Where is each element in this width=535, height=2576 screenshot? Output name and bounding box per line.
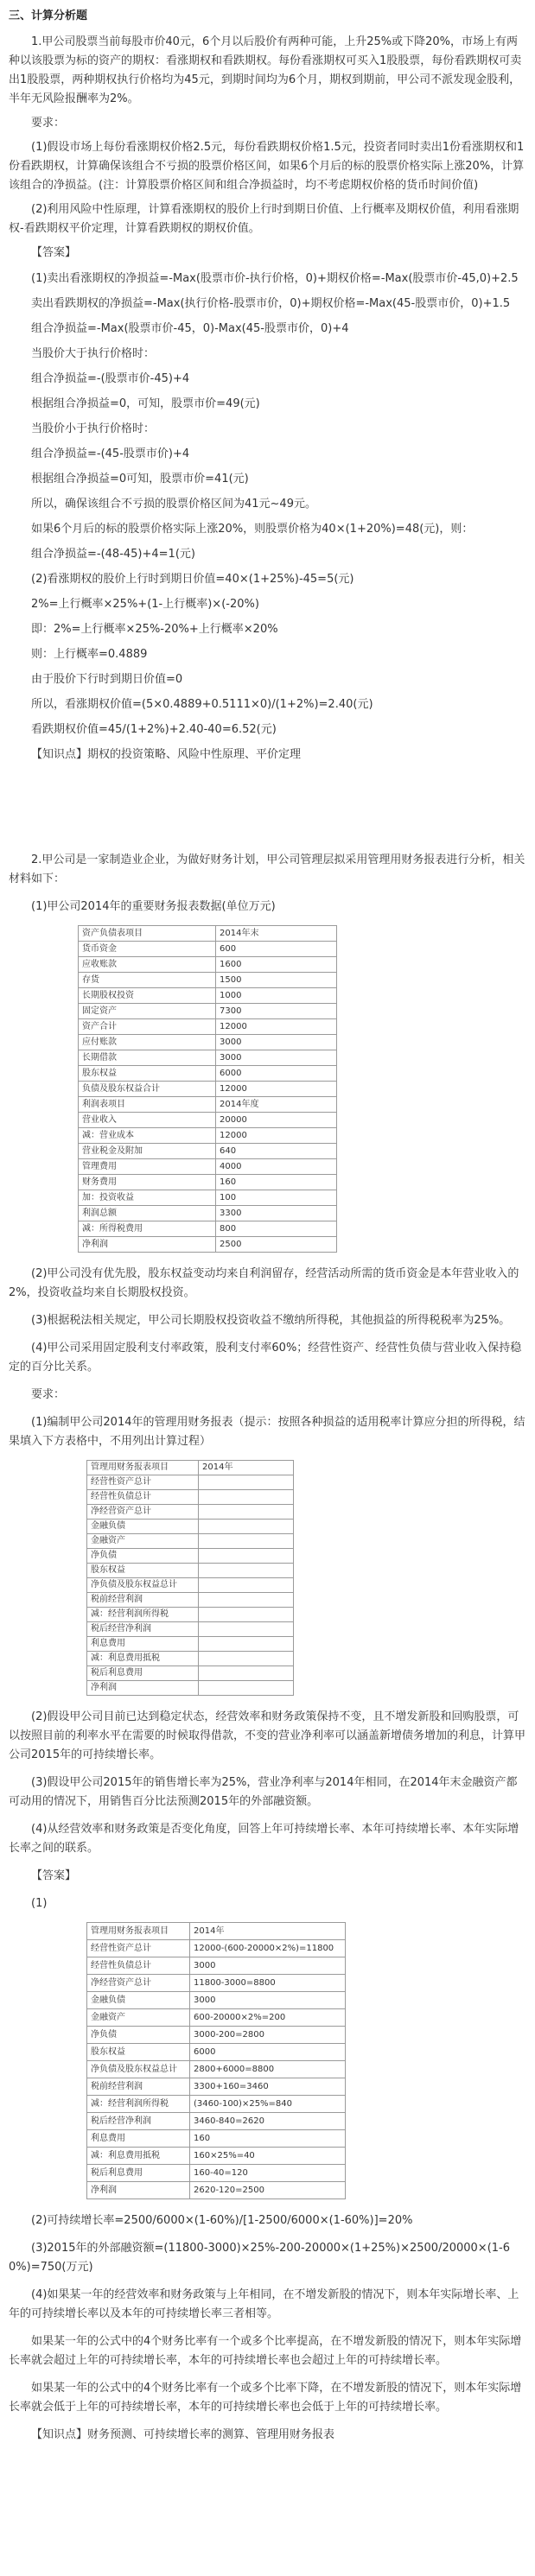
item-cell: 长期借款 xyxy=(79,1050,216,1066)
value-cell: 3000 xyxy=(216,1050,337,1066)
item-cell: 负债及股东权益合计 xyxy=(79,1082,216,1097)
table-row xyxy=(87,2009,346,2027)
table-row xyxy=(87,2027,346,2044)
value-cell: 12000-(600-20000×2%)=11800 xyxy=(190,1940,346,1957)
question-stem: 1.甲公司股票当前每股市价40元，6个月以后股价有两种可能，上升25%或下降20%，市场上有两种以该股票为标的资产的期权：看涨期权和看跌期权。每份看涨期权可买入1股股票，每份看跌期权可卖出1股股票，两种期权执行价格均为45元，到期时间均为6个月，期权到期前，甲公司不派发现金股利，半年无风险报酬率为2%。 xyxy=(9,35,522,105)
answer-block xyxy=(9,270,526,765)
answer-line: 由于股价下行时到期日价值=0 xyxy=(31,673,183,686)
item-cell: 资产负债表项目 xyxy=(79,926,216,942)
table-row xyxy=(87,1957,346,1975)
item-cell: 减：营业成本 xyxy=(79,1128,216,1144)
value-cell: 1500 xyxy=(216,973,337,988)
value-cell xyxy=(199,1593,294,1608)
item-cell: 管理费用 xyxy=(79,1159,216,1175)
item-cell: 利息费用 xyxy=(87,1637,199,1652)
answer-line: (2)可持续增长率=2500/6000×(1-60%)/[1-2500/6000×(1-60%)]=20% xyxy=(31,2214,413,2227)
item-cell: 金融资产 xyxy=(87,1534,199,1549)
value-cell: 3000-200=2800 xyxy=(190,2027,346,2044)
item-cell: 税后利息费用 xyxy=(87,2165,190,2182)
value-cell xyxy=(199,1666,294,1681)
item-cell: 长期股权投资 xyxy=(79,988,216,1004)
table-row xyxy=(87,2165,346,2182)
requirement-item: (1)假设市场上每份看涨期权价格2.5元，每份看跌期权价格1.5元，投资者同时卖出1份看涨期权和1份看跌期权，计算确保该组合不亏损的股票价格区间，如果6个月后的标的股票价格实际上涨20%，计算该组合的净损益。(注：计算股票价格区间和组合净损益时，均不考虑期权价格的货币时间价值) xyxy=(9,141,525,192)
answer-line: 组合净损益=-(股票市价-45)+4 xyxy=(31,372,190,385)
item-cell: 营业税金及附加 xyxy=(79,1144,216,1159)
table-row xyxy=(87,1490,294,1505)
table-row xyxy=(87,2182,346,2199)
answer-line: (3)2015年的外部融资额=(11800-3000)×25%-200-20000×(1+25%)×2500/20000×(1-60%)=750(万元) xyxy=(9,2242,511,2274)
requirements-label: 要求： xyxy=(31,1388,66,1401)
knowledge-point: 【知识点】财务预测、可持续增长率的测算、管理用财务报表 xyxy=(31,2428,335,2441)
answer-label: 【答案】 xyxy=(31,1869,77,1882)
answer-line: (1)卖出看涨期权的净损益=-Max(股票市价-执行价格，0)+期权价格=-Max(股票市价-45,0)+2.5 xyxy=(31,272,519,285)
item-cell: 经营性负债总计 xyxy=(87,1490,199,1505)
value-cell xyxy=(199,1652,294,1666)
answer-line: 2%=上行概率×25%+(1-上行概率)×(-20%) xyxy=(31,598,259,611)
table-row xyxy=(79,1144,337,1159)
requirements-label: 要求： xyxy=(31,117,66,130)
item-cell: 股东权益 xyxy=(79,1066,216,1082)
table-row xyxy=(79,1113,337,1128)
table-row xyxy=(79,1190,337,1206)
table-row xyxy=(87,1608,294,1622)
table-row xyxy=(87,1534,294,1549)
table-row xyxy=(87,2148,346,2165)
value-cell xyxy=(199,1475,294,1490)
table-row xyxy=(79,942,337,957)
item-cell: 净负债及股东权益总计 xyxy=(87,1578,199,1593)
value-cell xyxy=(199,1681,294,1696)
answer-line: 如果某一年的公式中的4个财务比率有一个或多个比率提高，在不增发新股的情况下，则本年实际增长率就会超过上年的可持续增长率，本年的可持续增长率也会超过上年的可持续增长率。 xyxy=(9,2335,522,2367)
answer-line: 组合净损益=-(45-股票市价)+4 xyxy=(31,447,190,460)
item-cell: 税前经营利润 xyxy=(87,1593,199,1608)
table-row xyxy=(79,1019,337,1035)
item-cell: 股东权益 xyxy=(87,1564,199,1578)
value-cell xyxy=(199,1549,294,1564)
value-cell: 11800-3000=8800 xyxy=(190,1975,346,1992)
table-row xyxy=(87,1622,294,1637)
management-statement-template-table xyxy=(86,1460,294,1696)
table-row xyxy=(79,1128,337,1144)
value-cell: 3000 xyxy=(216,1035,337,1050)
value-cell: 12000 xyxy=(216,1082,337,1097)
value-cell: 4000 xyxy=(216,1159,337,1175)
table-row xyxy=(79,988,337,1004)
value-cell: 160 xyxy=(216,1175,337,1190)
table-header-row xyxy=(87,1461,294,1475)
value-cell: 100 xyxy=(216,1190,337,1206)
item-cell: 利息费用 xyxy=(87,2130,190,2148)
answer-line: 所以，看涨期权价值=(5×0.4889+0.5111×0)/(1+2%)=2.40(元) xyxy=(31,698,373,711)
table-row xyxy=(79,1066,337,1082)
table-row xyxy=(87,1681,294,1696)
financial-data-table-body xyxy=(79,926,337,1253)
value-cell xyxy=(199,1637,294,1652)
value-cell: 160-40=120 xyxy=(190,2165,346,2182)
answer-label: 【答案】 xyxy=(31,246,77,259)
answer-table-body xyxy=(87,1923,346,2199)
table-row xyxy=(87,1992,346,2009)
answer-line: 组合净损益=-(48-45)+4=1(元) xyxy=(31,548,195,561)
answer-line: 根据组合净损益=0，可知，股票市价=49(元) xyxy=(31,397,260,410)
question-1 xyxy=(9,33,526,765)
item-cell: 税后经营净利润 xyxy=(87,2113,190,2130)
value-cell: 12000 xyxy=(216,1128,337,1144)
value-cell xyxy=(199,1490,294,1505)
value-cell: 12000 xyxy=(216,1019,337,1035)
value-cell: 2014年末 xyxy=(216,926,337,942)
item-cell: 税前经营利润 xyxy=(87,2078,190,2096)
item-cell: 减：经营利润所得税 xyxy=(87,2096,190,2113)
item-cell: 净利润 xyxy=(87,2182,190,2199)
value-cell: 600 xyxy=(216,942,337,957)
item-cell: 净利润 xyxy=(79,1237,216,1253)
item-cell: 减：利息费用抵税 xyxy=(87,2148,190,2165)
item-cell: 经营性资产总计 xyxy=(87,1940,190,1957)
answer-block xyxy=(9,1894,526,2445)
value-cell: 2620-120=2500 xyxy=(190,2182,346,2199)
value-cell: (3460-100)×25%=840 xyxy=(190,2096,346,2113)
answer-line: 则：上行概率=0.4889 xyxy=(31,648,148,661)
item-cell: 营业收入 xyxy=(79,1113,216,1128)
answer-line: (4)如果某一年的经营效率和财务政策与上年相同，在不增发新股的情况下，则本年实际增长率、上年的可持续增长率以及本年的可持续增长率三者相等。 xyxy=(9,2288,519,2320)
value-cell: 2500 xyxy=(216,1237,337,1253)
answer-line: 看跌期权价值=45/(1+2%)+2.40-40=6.52(元) xyxy=(31,723,277,736)
value-cell: 7300 xyxy=(216,1004,337,1019)
value-cell: 3000 xyxy=(190,1992,346,2009)
table-row xyxy=(87,2044,346,2061)
item-cell: 净利润 xyxy=(87,1681,199,1696)
value-cell: 1000 xyxy=(216,988,337,1004)
item-cell: 减：经营利润所得税 xyxy=(87,1608,199,1622)
item-cell: 管理用财务报表项目 xyxy=(87,1461,199,1475)
value-cell: 2014年 xyxy=(199,1461,294,1475)
requirement-item: (1)编制甲公司2014年的管理用财务报表（提示：按照各种损益的适用税率计算应分担的所得税，结果填入下方表格中，不用列出计算过程） xyxy=(9,1416,525,1448)
item-cell: 资产合计 xyxy=(79,1019,216,1035)
item-cell: 经营性资产总计 xyxy=(87,1475,199,1490)
answer-line: 即：2%=上行概率×25%-20%+上行概率×20% xyxy=(31,623,278,636)
table-row xyxy=(79,1050,337,1066)
question-2 xyxy=(9,851,526,2445)
requirement-item: (2)利用风险中性原理，计算看涨期权的股价上行时到期日价值、上行概率及期权价值，利用看涨期权-看跌期权平价定理，计算看跌期权的期权价值。 xyxy=(9,203,519,235)
item-cell: 净经营资产总计 xyxy=(87,1505,199,1520)
table-row xyxy=(79,1004,337,1019)
item-cell: 金融资产 xyxy=(87,2009,190,2027)
table-row xyxy=(79,1159,337,1175)
value-cell: 2800+6000=8800 xyxy=(190,2061,346,2078)
value-cell: 800 xyxy=(216,1221,337,1237)
table-row xyxy=(87,1520,294,1534)
table-row xyxy=(79,1082,337,1097)
table-row xyxy=(79,1206,337,1221)
knowledge-point: 【知识点】期权的投资策略、风险中性原理、平价定理 xyxy=(31,748,302,761)
table-row xyxy=(87,1549,294,1564)
value-cell xyxy=(199,1608,294,1622)
value-cell: 640 xyxy=(216,1144,337,1159)
value-cell: 2014年度 xyxy=(216,1097,337,1113)
financial-data-table xyxy=(78,925,337,1253)
item-cell: 金融负债 xyxy=(87,1992,190,2009)
table-header-row xyxy=(87,1923,346,1940)
table-row xyxy=(87,1940,346,1957)
template-table-body xyxy=(87,1461,294,1696)
table-row xyxy=(79,1221,337,1237)
item-cell: 税后利息费用 xyxy=(87,1666,199,1681)
answer-line: (2)看涨期权的股价上行时到期日价值=40×(1+25%)-45=5(元) xyxy=(31,573,354,586)
table-row xyxy=(87,1652,294,1666)
value-cell xyxy=(199,1622,294,1637)
table-row xyxy=(87,1475,294,1490)
item-cell: 应付账款 xyxy=(79,1035,216,1050)
table-row xyxy=(79,1035,337,1050)
item-cell: 金融负债 xyxy=(87,1520,199,1534)
item-cell: 净负债 xyxy=(87,1549,199,1564)
value-cell: 160×25%=40 xyxy=(190,2148,346,2165)
value-cell xyxy=(199,1578,294,1593)
value-cell xyxy=(199,1564,294,1578)
table-row xyxy=(79,973,337,988)
management-statement-answer-table xyxy=(86,1922,346,2199)
table-row xyxy=(87,2113,346,2130)
table-row xyxy=(87,1666,294,1681)
answer-line: 所以，确保该组合不亏损的股票价格区间为41元~49元。 xyxy=(31,498,316,511)
value-cell: 3300+160=3460 xyxy=(190,2078,346,2096)
value-cell: 6000 xyxy=(216,1066,337,1082)
table-row xyxy=(87,2061,346,2078)
requirement-item: (2)假设甲公司目前已达到稳定状态，经营效率和财务政策保持不变，且不增发新股和回购股票，可以按照目前的利率水平在需要的时候取得借款，不变的营业净利率可以涵盖新增债务增加的利息，计算甲公司2015年的可持续增长率。 xyxy=(9,1710,526,1761)
item-cell: 货币资金 xyxy=(79,942,216,957)
answer-line: 卖出看跌期权的净损益=-Max(执行价格-股票市价，0)+期权价格=-Max(45-股票市价，0)+1.5 xyxy=(31,297,511,310)
item-cell: 股东权益 xyxy=(87,2044,190,2061)
value-cell: 160 xyxy=(190,2130,346,2148)
table-row xyxy=(79,957,337,973)
table-row xyxy=(87,1564,294,1578)
value-cell: 6000 xyxy=(190,2044,346,2061)
answer-line: 组合净损益=-Max(股票市价-45，0)-Max(45-股票市价，0)+4 xyxy=(31,322,349,335)
table-row xyxy=(87,1578,294,1593)
answer-line: 根据组合净损益=0可知，股票市价=41(元) xyxy=(31,473,249,485)
question-stem: 2.甲公司是一家制造业企业，为做好财务计划，甲公司管理层拟采用管理用财务报表进行分析，相关材料如下： xyxy=(9,853,525,885)
item-cell: 减：利息费用抵税 xyxy=(87,1652,199,1666)
item-cell: 管理用财务报表项目 xyxy=(87,1923,190,1940)
section-title: 三、计算分析题 xyxy=(9,10,88,22)
value-cell: 1600 xyxy=(216,957,337,973)
material-caption: (1)甲公司2014年的重要财务报表数据(单位万元) xyxy=(31,900,276,913)
table-row xyxy=(87,2130,346,2148)
value-cell xyxy=(199,1534,294,1549)
item-cell: 存货 xyxy=(79,973,216,988)
item-cell: 应收账款 xyxy=(79,957,216,973)
value-cell: 2014年 xyxy=(190,1923,346,1940)
requirements-list xyxy=(9,138,526,238)
value-cell: 3300 xyxy=(216,1206,337,1221)
table-row xyxy=(87,2078,346,2096)
table-row xyxy=(87,1637,294,1652)
item-cell: 固定资产 xyxy=(79,1004,216,1019)
value-cell xyxy=(199,1520,294,1534)
answer-line: 如果6个月后的标的股票价格实际上涨20%，则股票价格为40×(1+20%)=48(元)，则： xyxy=(31,523,474,536)
item-cell: 加：投资收益 xyxy=(79,1190,216,1206)
value-cell: 600-20000×2%=200 xyxy=(190,2009,346,2027)
table-header-row xyxy=(79,926,337,942)
answer-lines xyxy=(9,2211,526,2417)
materials-list xyxy=(9,1265,526,1377)
answer-line: 当股价小于执行价格时： xyxy=(31,422,156,435)
table-row xyxy=(87,1593,294,1608)
answer-lines xyxy=(9,270,526,739)
answer-line: 如果某一年的公式中的4个财务比率有一个或多个比率下降，在不增发新股的情况下，则本年实际增长率就会低于上年的可持续增长率，本年的可持续增长率也会低于上年的可持续增长率。 xyxy=(9,2382,522,2414)
value-cell: 3460-840=2620 xyxy=(190,2113,346,2130)
item-cell: 利润表项目 xyxy=(79,1097,216,1113)
requirements-list xyxy=(9,1708,526,1858)
table-row xyxy=(79,1097,337,1113)
item-cell: 税后经营净利润 xyxy=(87,1622,199,1637)
item-cell: 净负债 xyxy=(87,2027,190,2044)
table-row xyxy=(87,1975,346,1992)
table-row xyxy=(87,2096,346,2113)
value-cell: 3000 xyxy=(190,1957,346,1975)
material-item: (4)甲公司采用固定股利支付率政策，股利支付率60%；经营性资产、经营性负债与营业收入保持稳定的百分比关系。 xyxy=(9,1342,522,1374)
requirement-item: (4)从经营效率和财务政策是否变化角度，回答上年可持续增长率、本年可持续增长率、本年实际增长率之间的联系。 xyxy=(9,1823,519,1855)
table-row xyxy=(79,1175,337,1190)
value-cell: 20000 xyxy=(216,1113,337,1128)
table-row xyxy=(79,1237,337,1253)
item-cell: 经营性负债总计 xyxy=(87,1957,190,1975)
answer-line: 当股价大于执行价格时： xyxy=(31,347,156,360)
item-cell: 财务费用 xyxy=(79,1175,216,1190)
item-cell: 利润总额 xyxy=(79,1206,216,1221)
item-cell: 净负债及股东权益总计 xyxy=(87,2061,190,2078)
answer-line: (1) xyxy=(31,1897,48,1910)
table-row xyxy=(87,1505,294,1520)
value-cell xyxy=(199,1505,294,1520)
item-cell: 减：所得税费用 xyxy=(79,1221,216,1237)
material-item: (3)根据税法相关规定，甲公司长期股权投资收益不缴纳所得税，其他损益的所得税税率为25%。 xyxy=(31,1314,511,1327)
material-item: (2)甲公司没有优先股，股东权益变动均来自利润留存，经营活动所需的货币资金是本年营业收入的2%，投资收益均来自长期股权投资。 xyxy=(9,1267,519,1299)
item-cell: 净经营资产总计 xyxy=(87,1975,190,1992)
requirement-item: (3)假设甲公司2015年的销售增长率为25%，营业净利率与2014年相同，在2014年末金融资产都可动用的情况下，用销售百分比法预测2015年的外部融资额。 xyxy=(9,1776,518,1808)
